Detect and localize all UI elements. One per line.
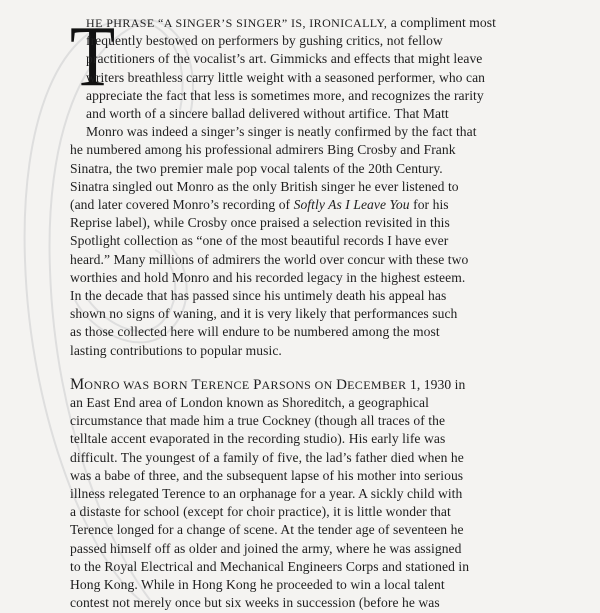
paragraph-1-line: appreciate the fact that less is sometimes more, and recognizes the rarity [86, 87, 484, 103]
line-1-rest: 1, 1930 in [406, 376, 466, 392]
paragraph-1-line: heard.” Many millions of admirers the world over concur with these two [70, 251, 469, 267]
paragraph-1-line: Monro was indeed a singer’s singer is neatly confirmed by the fact that [86, 124, 477, 140]
paragraph-2-line: illness relegated Terence to an orphanage for a year. A sickly child with [70, 486, 463, 502]
paragraph-2-line: Terence longed for a change of scene. At the tender age of seventeen he [70, 522, 464, 538]
paragraph-1-line: and worth of a sincere ballad delivered without artifice. That Matt [86, 106, 449, 122]
paragraph-1-line: Sinatra, the two premier male pop vocal talents of the 20th Century. [70, 160, 443, 176]
paragraph-1-line: as those collected here will endure to be numbered among the most [70, 324, 440, 340]
paragraph-1-line: lasting contributions to popular music. [70, 342, 282, 358]
paragraph-2-line: an East End area of London known as Shoreditch, a geographical [70, 395, 429, 411]
paragraph-2-line: circumstance that made him a true Cockney (though all traces of the [70, 413, 446, 429]
paragraph-1-line: he numbered among his professional admirers Bing Crosby and Frank [70, 142, 456, 158]
song-title: Softly As I Leave You [293, 197, 410, 213]
para-2-smallcaps: ONRO WAS BORN [84, 377, 192, 392]
paragraph-2-line: was a babe of three, and the subsequent lapse of his mother into serious [70, 467, 464, 483]
paragraph-1-line-1 [70, 14, 590, 32]
paragraph-1-line: In the decade that has passed since his untimely death his appeal has [70, 288, 447, 304]
date-smallcaps: ECEMBER [347, 377, 407, 392]
paragraph-2-line: Hong Kong. While in Hong Kong he proceeded to win a local talent [70, 577, 445, 593]
paragraph-1-line: Sinatra singled out Monro as the only British singer he ever listened to [70, 178, 459, 194]
paragraph-1-line: practitioners of the vocalist’s art. Gimmicks and effects that might leave [86, 51, 483, 67]
name-smallcaps-1: ERENCE [200, 377, 254, 392]
paragraph-1-line: Reprise label), while Crosby once praised a selection revisited in this [70, 215, 450, 231]
name-cap-1: T [191, 376, 201, 393]
paragraph-1-line: Spotlight collection as “one of the most beautiful records I have ever [70, 233, 449, 249]
paragraph-1-line: writers breathless carry little weight with a seasoned performer, who can [86, 69, 486, 85]
paragraph-1 [70, 9, 590, 360]
paragraph-2-line: telltale accent evaporated in the recording studio). His early life was [70, 431, 446, 447]
line-11-before: (and later covered Monro’s recording of [70, 197, 294, 213]
paragraph-2-line: passed himself off as older and joined the army, where he was assigned [70, 540, 462, 556]
line-11-after: for his [409, 197, 449, 213]
paragraph-1-line-italic [70, 196, 590, 214]
paragraph-2-line: difficult. The youngest of a family of five, the lad’s father died when he [70, 449, 464, 465]
line-1-rest: a compliment most [387, 15, 496, 30]
paragraph-1-line: worthies and hold Monro and his recorded legacy in the highest esteem. [70, 269, 466, 285]
drop-cap: T [70, 9, 116, 106]
paragraph-1-line: shown no signs of waning, and it is very likely that performances such [70, 306, 458, 322]
name-smallcaps-2: ARSONS ON [261, 377, 337, 392]
paragraph-1-line: frequently bestowed on performers by gushing critics, not fellow [86, 33, 443, 49]
paragraph-2-line: a distaste for school (except for choir practice), it is little wonder that [70, 504, 451, 520]
paragraph-2-line: to the Royal Electrical and Mechanical Engineers Corps and stationed in [70, 558, 470, 574]
article-body [70, 9, 590, 613]
paragraph-2-line-1 [70, 376, 590, 394]
paragraph-2 [70, 376, 590, 613]
name-cap-2: P [253, 376, 262, 393]
para-2-cap: M [70, 375, 85, 393]
date-cap: D [336, 376, 348, 393]
lead-smallcaps: HE PHRASE “A SINGER’S SINGER” IS, IRONICALLY, [86, 16, 388, 30]
paragraph-2-line: contest not merely once but six weeks in succession (before he was [70, 595, 440, 611]
